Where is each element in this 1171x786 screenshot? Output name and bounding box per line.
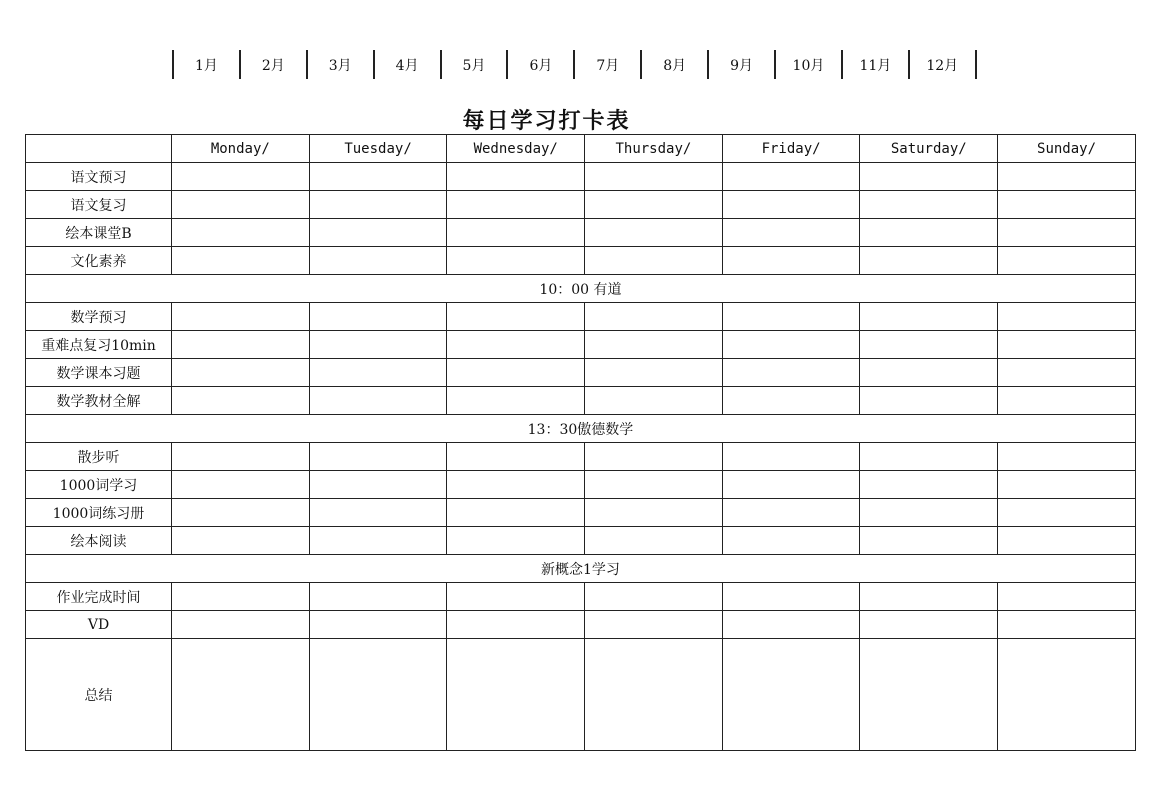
checkin-cell[interactable] xyxy=(309,639,447,751)
checkin-cell[interactable] xyxy=(998,471,1136,499)
checkin-cell[interactable] xyxy=(998,331,1136,359)
row-label: 散步听 xyxy=(26,443,172,471)
checkin-cell[interactable] xyxy=(722,583,860,611)
checkin-cell[interactable] xyxy=(309,163,447,191)
row-label: 作业完成时间 xyxy=(26,583,172,611)
checkin-cell[interactable] xyxy=(722,471,860,499)
section-label: 13：30傲德数学 xyxy=(26,415,1136,443)
checkin-cell[interactable] xyxy=(722,303,860,331)
checkin-cell[interactable] xyxy=(860,359,998,387)
checkin-cell[interactable] xyxy=(998,499,1136,527)
row-label: 重难点复习10min xyxy=(26,331,172,359)
section-label: 10：00 有道 xyxy=(26,275,1136,303)
checkin-cell[interactable] xyxy=(860,219,998,247)
checkin-cell[interactable] xyxy=(722,247,860,275)
section-row xyxy=(26,275,1136,303)
task-row xyxy=(26,163,1136,191)
checkin-cell[interactable] xyxy=(860,303,998,331)
checkin-cell[interactable] xyxy=(860,191,998,219)
checkin-cell[interactable] xyxy=(860,639,998,751)
checkin-cell[interactable] xyxy=(585,611,723,639)
checkin-cell[interactable] xyxy=(722,639,860,751)
checkin-cell[interactable] xyxy=(860,527,998,555)
checkin-cell[interactable] xyxy=(172,611,310,639)
checkin-cell[interactable] xyxy=(722,191,860,219)
checkin-cell[interactable] xyxy=(860,471,998,499)
checkin-cell[interactable] xyxy=(309,499,447,527)
checkin-cell[interactable] xyxy=(309,331,447,359)
checkin-cell[interactable] xyxy=(998,639,1136,751)
day-header: Sunday/ xyxy=(998,135,1136,163)
checkin-cell[interactable] xyxy=(722,359,860,387)
checkin-cell[interactable] xyxy=(447,527,585,555)
checkin-cell[interactable] xyxy=(998,611,1136,639)
row-label: 语文预习 xyxy=(26,163,172,191)
row-label: 数学课本习题 xyxy=(26,359,172,387)
task-row xyxy=(26,471,1136,499)
task-row xyxy=(26,191,1136,219)
checkin-cell[interactable] xyxy=(585,639,723,751)
checkin-cell[interactable] xyxy=(172,219,310,247)
checkin-cell[interactable] xyxy=(722,527,860,555)
month-tab[interactable]: 3月 xyxy=(308,50,375,79)
checkin-cell[interactable] xyxy=(447,191,585,219)
row-label: 绘本课堂B xyxy=(26,219,172,247)
section-label: 新概念1学习 xyxy=(26,555,1136,583)
checkin-cell[interactable] xyxy=(309,443,447,471)
checkin-cell[interactable] xyxy=(447,359,585,387)
task-row xyxy=(26,359,1136,387)
checkin-cell[interactable] xyxy=(447,443,585,471)
row-label: 1000词练习册 xyxy=(26,499,172,527)
checkin-cell[interactable] xyxy=(447,471,585,499)
month-tab[interactable]: 11月 xyxy=(843,50,910,79)
checkin-cell[interactable] xyxy=(309,219,447,247)
row-label: 总结 xyxy=(26,639,172,751)
checkin-cell[interactable] xyxy=(309,359,447,387)
checkin-cell[interactable] xyxy=(447,583,585,611)
checkin-cell[interactable] xyxy=(447,611,585,639)
header-row xyxy=(26,135,1136,163)
checkin-cell[interactable] xyxy=(585,163,723,191)
checkin-cell[interactable] xyxy=(585,471,723,499)
row-label: 绘本阅读 xyxy=(26,527,172,555)
task-row xyxy=(26,527,1136,555)
task-row xyxy=(26,303,1136,331)
page-title: 每日学习打卡表 xyxy=(462,108,631,134)
day-header: Wednesday/ xyxy=(447,135,585,163)
checkin-cell[interactable] xyxy=(585,527,723,555)
checkin-cell[interactable] xyxy=(722,443,860,471)
checkin-cell[interactable] xyxy=(860,611,998,639)
checkin-cell[interactable] xyxy=(585,443,723,471)
checkin-cell[interactable] xyxy=(172,191,310,219)
checkin-cell[interactable] xyxy=(998,387,1136,415)
section-row xyxy=(26,555,1136,583)
checkin-cell[interactable] xyxy=(585,583,723,611)
day-header: Thursday/ xyxy=(585,135,723,163)
row-label: 文化素养 xyxy=(26,247,172,275)
month-tab[interactable]: 10月 xyxy=(776,50,843,79)
checkin-cell[interactable] xyxy=(447,303,585,331)
checkin-cell[interactable] xyxy=(172,303,310,331)
checkin-cell[interactable] xyxy=(585,359,723,387)
row-label: 数学预习 xyxy=(26,303,172,331)
checkin-cell[interactable] xyxy=(585,331,723,359)
day-header: Friday/ xyxy=(722,135,860,163)
checkin-cell[interactable] xyxy=(309,611,447,639)
checkin-cell[interactable] xyxy=(860,331,998,359)
checkin-cell[interactable] xyxy=(722,499,860,527)
checkin-cell[interactable] xyxy=(722,163,860,191)
checkin-cell[interactable] xyxy=(172,471,310,499)
header-corner-cell xyxy=(26,135,172,163)
checkin-cell[interactable] xyxy=(722,387,860,415)
month-tab[interactable]: 5月 xyxy=(442,50,509,79)
task-row xyxy=(26,219,1136,247)
row-label: 语文复习 xyxy=(26,191,172,219)
month-tab[interactable]: 4月 xyxy=(375,50,442,79)
month-tab[interactable]: 6月 xyxy=(508,50,575,79)
month-tab[interactable]: 12月 xyxy=(910,50,977,79)
checkin-cell[interactable] xyxy=(585,303,723,331)
checkin-cell[interactable] xyxy=(860,499,998,527)
checkin-cell[interactable] xyxy=(447,247,585,275)
month-tab[interactable]: 1月 xyxy=(174,50,241,79)
checkin-cell[interactable] xyxy=(860,387,998,415)
checkin-cell[interactable] xyxy=(860,583,998,611)
checkin-cell[interactable] xyxy=(585,387,723,415)
task-row xyxy=(26,331,1136,359)
checkin-cell[interactable] xyxy=(447,163,585,191)
task-row xyxy=(26,247,1136,275)
row-label: 1000词学习 xyxy=(26,471,172,499)
day-header: Monday/ xyxy=(172,135,310,163)
checkin-cell[interactable] xyxy=(309,247,447,275)
checkin-cell[interactable] xyxy=(585,247,723,275)
day-header: Saturday/ xyxy=(860,135,998,163)
checkin-cell[interactable] xyxy=(998,163,1136,191)
checkin-cell[interactable] xyxy=(998,527,1136,555)
checkin-cell[interactable] xyxy=(998,443,1136,471)
section-row xyxy=(26,415,1136,443)
checkin-cell[interactable] xyxy=(309,583,447,611)
month-tab[interactable]: 8月 xyxy=(642,50,709,79)
task-row xyxy=(26,443,1136,471)
checkin-cell[interactable] xyxy=(447,499,585,527)
checkin-cell[interactable] xyxy=(172,527,310,555)
checkin-cell[interactable] xyxy=(998,219,1136,247)
checkin-cell[interactable] xyxy=(172,247,310,275)
checkin-cell[interactable] xyxy=(998,247,1136,275)
checkin-cell[interactable] xyxy=(860,163,998,191)
checkin-cell[interactable] xyxy=(309,471,447,499)
task-row xyxy=(26,387,1136,415)
checkin-cell[interactable] xyxy=(172,639,310,751)
day-header: Tuesday/ xyxy=(309,135,447,163)
summary-row xyxy=(26,639,1136,751)
checkin-cell[interactable] xyxy=(309,191,447,219)
checkin-cell[interactable] xyxy=(722,611,860,639)
checkin-cell[interactable] xyxy=(309,387,447,415)
checkin-cell[interactable] xyxy=(585,191,723,219)
checkin-cell[interactable] xyxy=(585,499,723,527)
checkin-cell[interactable] xyxy=(172,387,310,415)
month-tabs xyxy=(172,50,977,79)
checkin-cell[interactable] xyxy=(998,359,1136,387)
checkin-cell[interactable] xyxy=(447,639,585,751)
checkin-cell[interactable] xyxy=(998,583,1136,611)
checkin-cell[interactable] xyxy=(722,331,860,359)
checkin-cell[interactable] xyxy=(172,499,310,527)
checkin-cell[interactable] xyxy=(998,303,1136,331)
month-tab[interactable]: 2月 xyxy=(241,50,308,79)
checkin-cell[interactable] xyxy=(447,387,585,415)
checkin-cell[interactable] xyxy=(172,163,310,191)
checkin-cell[interactable] xyxy=(585,219,723,247)
row-label: 数学教材全解 xyxy=(26,387,172,415)
month-tab[interactable]: 9月 xyxy=(709,50,776,79)
checkin-cell[interactable] xyxy=(309,527,447,555)
checkin-cell[interactable] xyxy=(447,219,585,247)
checkin-cell[interactable] xyxy=(860,443,998,471)
checkin-cell[interactable] xyxy=(172,331,310,359)
checkin-cell[interactable] xyxy=(447,331,585,359)
task-row xyxy=(26,611,1136,639)
task-row xyxy=(26,583,1136,611)
checkin-cell[interactable] xyxy=(172,443,310,471)
checkin-table xyxy=(25,134,1136,751)
task-row xyxy=(26,499,1136,527)
row-label: VD xyxy=(26,611,172,639)
month-tab[interactable]: 7月 xyxy=(575,50,642,79)
checkin-cell[interactable] xyxy=(309,303,447,331)
checkin-cell[interactable] xyxy=(722,219,860,247)
checkin-cell[interactable] xyxy=(860,247,998,275)
checkin-cell[interactable] xyxy=(172,583,310,611)
checkin-cell[interactable] xyxy=(998,191,1136,219)
checkin-cell[interactable] xyxy=(172,359,310,387)
